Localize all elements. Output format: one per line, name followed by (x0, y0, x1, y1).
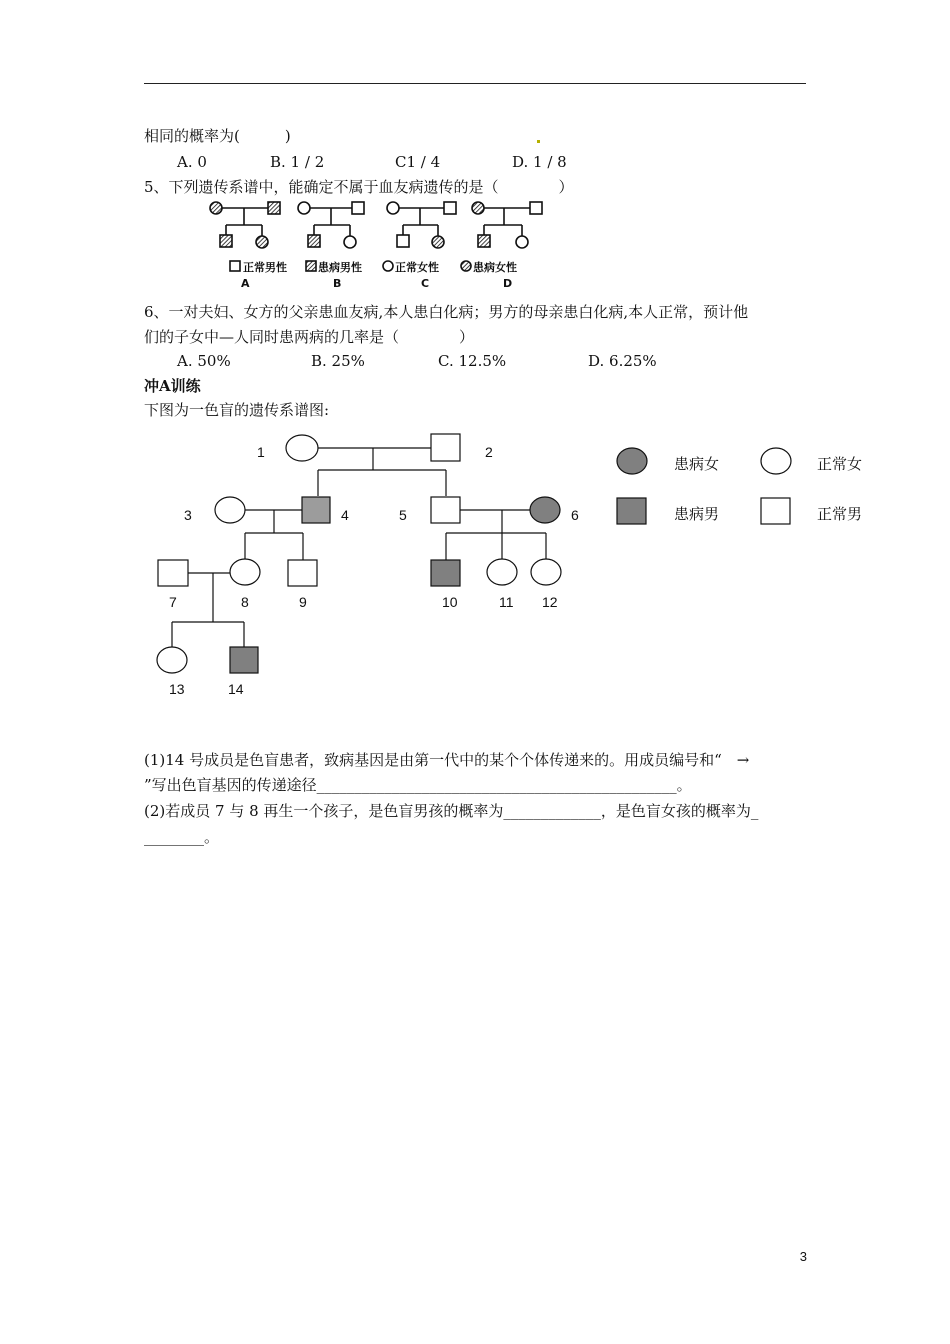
member-4-symbol (302, 497, 330, 523)
member-11-symbol (487, 559, 517, 585)
member-label-3: 3 (184, 507, 192, 523)
legend-normal-female-symbol (761, 448, 791, 474)
q4-tail: 相同的概率为( ) (144, 127, 291, 145)
legend-affected-female: 患病女性 (473, 261, 517, 274)
question-2-line2: ________。 (144, 828, 220, 846)
member-6-symbol (530, 497, 560, 523)
question-1-line1: (1)14 号成员是色盲患者，致病基因是由第一代中的某个个体传递来的。用成员编号和“ → (144, 751, 750, 769)
q4-option-a: A. 0 (177, 153, 207, 171)
member-5-symbol (431, 497, 460, 523)
member-label-4: 4 (341, 507, 349, 523)
member-label-1: 1 (257, 444, 265, 460)
legend-normal-female: 正常女性 (395, 261, 439, 274)
legend-normal-male-symbol (761, 498, 790, 524)
member-label-13: 13 (169, 681, 185, 697)
member-9-symbol (288, 560, 317, 586)
section-title: 冲A训练 (144, 377, 201, 395)
legend-affected-male-symbol (617, 498, 646, 524)
member-label-8: 8 (241, 594, 249, 610)
member-1-symbol (286, 435, 318, 461)
panel-label-d: D (503, 277, 513, 290)
legend-affected-female-label: 患病女 (674, 456, 720, 473)
page-number: 3 (799, 1249, 807, 1264)
legend-normal-male-label: 正常男 (817, 506, 863, 523)
member-13-symbol (157, 647, 187, 673)
member-label-11: 11 (499, 594, 514, 610)
panel-label-a: A (241, 277, 250, 290)
q4-option-d: D. 1 / 8 (512, 153, 567, 171)
question-2-line1: (2)若成员 7 与 8 再生一个孩子，是色盲男孩的概率为_____________，是色盲女孩的概率为_ (144, 802, 759, 820)
member-3-symbol (215, 497, 245, 523)
member-2-symbol (431, 434, 460, 461)
member-label-12: 12 (542, 594, 558, 610)
q6-option-d: D. 6.25% (588, 352, 657, 370)
q5-text: 5、下列遗传系谱中，能确定不属于血友病遗传的是（ ） (144, 178, 574, 196)
pedigree-intro: 下图为一色盲的遗传系谱图: (144, 401, 330, 419)
question-1-line2: ”写出色盲基因的传递途径________________________________________________。 (144, 776, 692, 794)
member-14-symbol (230, 647, 258, 673)
member-label-2: 2 (485, 444, 493, 460)
legend-affected-male: 患病男性 (318, 261, 362, 274)
member-label-10: 10 (442, 594, 458, 610)
q4-option-b: B. 1 / 2 (270, 153, 325, 171)
panel-label-b: B (333, 277, 342, 290)
q6-option-a: A. 50% (177, 352, 231, 370)
member-label-9: 9 (299, 594, 307, 610)
member-12-symbol (531, 559, 561, 585)
q6-line2: 们的子女中—人同时患两病的几率是（ ） (144, 328, 475, 346)
member-10-symbol (431, 560, 460, 586)
q4-option-c: C1 / 4 (395, 153, 441, 171)
member-label-5: 5 (399, 507, 407, 523)
legend-normal-male: 正常男性 (243, 261, 287, 274)
member-label-7: 7 (169, 594, 177, 610)
legend-normal-female-label: 正常女 (817, 456, 863, 473)
q6-option-b: B. 25% (311, 352, 365, 370)
legend-affected-male-label: 患病男 (674, 506, 720, 523)
member-label-14: 14 (228, 681, 244, 697)
q6-option-c: C. 12.5% (438, 352, 507, 370)
member-7-symbol (158, 560, 188, 586)
legend-affected-female-symbol (617, 448, 647, 474)
panel-label-c: C (421, 277, 430, 290)
member-8-symbol (230, 559, 260, 585)
member-label-6: 6 (571, 507, 579, 523)
q6-line1: 6、一对夫妇、女方的父亲患血友病,本人患白化病；男方的母亲患白化病,本人正常，预计他 (144, 303, 749, 321)
